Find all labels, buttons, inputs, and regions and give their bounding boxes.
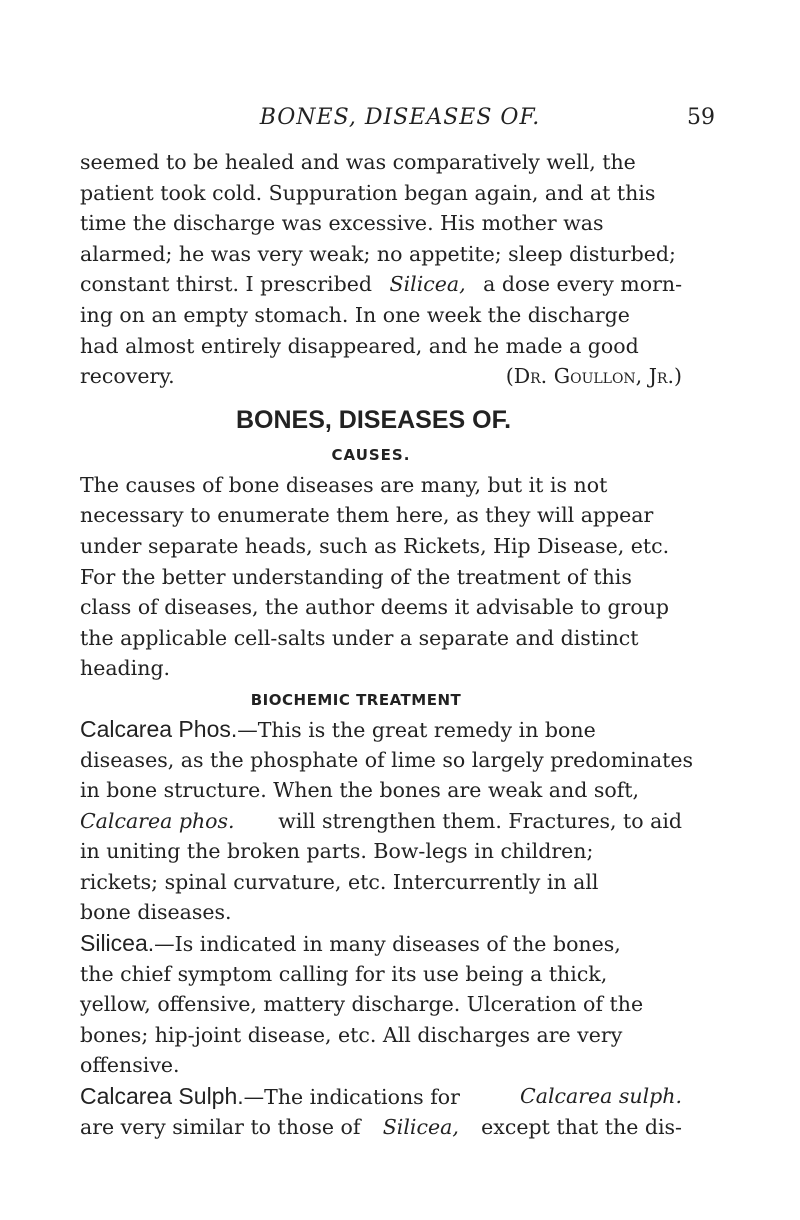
text-line: bones; hip-joint disease, etc. All discharges are very [80, 1022, 623, 1047]
text-span: are very similar to those of [80, 1114, 361, 1139]
text-line: alarmed; he was very weak; no appetite; sleep disturbed; [80, 241, 676, 266]
author-citation: (Dr. Goullon, Jr.) [505, 364, 682, 389]
page-number: 59 [687, 105, 715, 130]
text-span: will strengthen them. Fractures, to aid [278, 808, 682, 833]
text-line: diseases, as the phosphate of lime so largely predominates [80, 747, 694, 772]
text-line [80, 928, 682, 959]
causes-paragraph [80, 470, 682, 684]
text-line: necessary to enumerate them here, as they will appear [80, 503, 654, 528]
body-text [80, 147, 694, 1142]
text-line: class of diseases, the author deems it advisable to group [80, 595, 670, 620]
text-line: seemed to be healed and was comparatively well, the [80, 150, 636, 174]
text-line: The causes of bone diseases are many, but it is not [80, 472, 608, 497]
remedy-reference: Calcarea phos. [80, 808, 235, 833]
text-line: rickets; spinal curvature, etc. Intercurrently in all [80, 869, 599, 894]
calcarea-phos-paragraph [80, 714, 694, 928]
text-line [80, 269, 682, 300]
remedy-name: Calcarea Phos. [80, 715, 238, 742]
text-line: the chief symptom calling for its use being a thick, [80, 961, 608, 986]
continued-paragraph [80, 147, 682, 392]
text-line: patient took cold. Suppuration began again, and at this [80, 180, 656, 205]
text-line [80, 806, 682, 837]
text-span: —Is indicated in many diseases of the bones, [154, 932, 621, 957]
text-span: recovery. [80, 364, 175, 389]
silicea-paragraph [80, 928, 682, 1081]
text-line: heading. [80, 656, 171, 681]
text-line [80, 1081, 682, 1112]
remedy-reference: Calcarea sulph. [520, 1084, 682, 1109]
section-title: BONES, DISEASES OF. [235, 405, 512, 434]
text-line: time the discharge was excessive. His mother was [80, 211, 604, 236]
text-line: yellow, offensive, mattery discharge. Ulceration of the [80, 992, 644, 1017]
running-head [0, 103, 800, 133]
text-span: constant thirst. I prescribed [80, 272, 372, 297]
text-line: in uniting the broken parts. Bow-legs in children; [80, 839, 594, 864]
text-line: under separate heads, such as Rickets, Hip Disease, etc. [80, 533, 670, 558]
causes-heading: CAUSES. [331, 445, 411, 464]
text-span: —The indications for [243, 1085, 460, 1110]
remedy-name: Calcarea Sulph. [80, 1083, 244, 1110]
text-span: a dose every morn- [483, 272, 682, 297]
text-span: except that the dis- [481, 1114, 682, 1139]
text-line: the applicable cell-salts under a separate and distinct [80, 625, 639, 650]
text-line: ing on an empty stomach. In one week the discharge [80, 302, 630, 327]
text-line [80, 361, 682, 392]
treatment-heading: BIOCHEMIC TREATMENT [250, 690, 462, 709]
text-line: had almost entirely disappeared, and he made a good [80, 333, 639, 358]
text-line [80, 1112, 682, 1143]
text-line: bone diseases. [80, 900, 232, 925]
running-title: BONES, DISEASES OF. [259, 105, 541, 130]
text-line: offensive. [80, 1053, 180, 1078]
remedy-reference: Silicea, [389, 272, 466, 297]
text-line: For the better understanding of the treatment of this [80, 564, 632, 589]
calcarea-sulph-paragraph [80, 1081, 682, 1142]
remedy-name: Silicea. [80, 930, 155, 957]
text-line [80, 714, 682, 745]
remedy-reference: Silicea, [382, 1114, 459, 1139]
text-line: in bone structure. When the bones are weak and soft, [80, 778, 640, 803]
text-span: —This is the great remedy in bone [237, 717, 596, 742]
